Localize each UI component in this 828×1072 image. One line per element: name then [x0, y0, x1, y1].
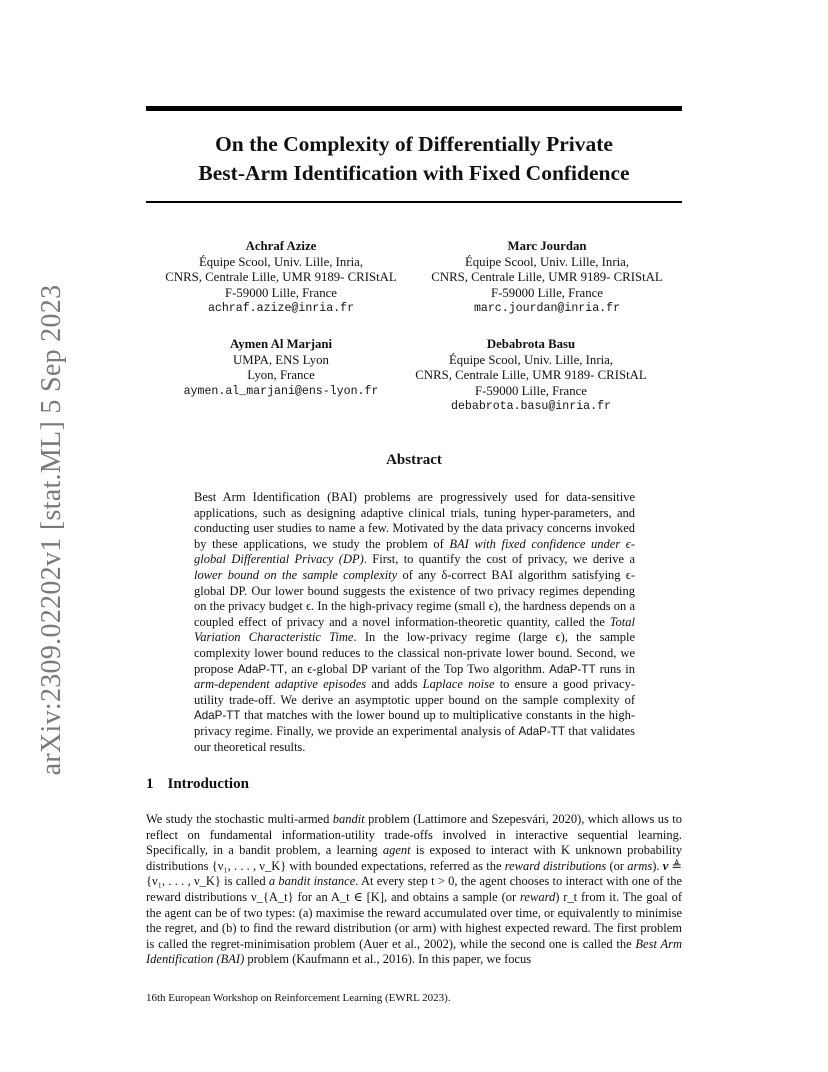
author-name: Achraf Azize [245, 239, 317, 253]
section-number: 1 [146, 776, 154, 792]
algorithm-name: AdaP-TT [518, 724, 565, 738]
intro-span: is exposed to interact with K unknown probability distributions {ν₁, . . . , ν_K} with bounded expectations, referred as the [146, 843, 682, 873]
author-block [412, 239, 682, 317]
author-name: Debabrota Basu [486, 337, 576, 351]
author-affiliation: CNRS, Centrale Lille, UMR 9189- CRIStAL [165, 270, 397, 284]
author-block [146, 239, 416, 317]
section-heading-introduction [146, 776, 249, 793]
intro-emphasis: reward distributions [504, 858, 607, 873]
abstract-heading: Abstract [386, 452, 442, 468]
abstract-span: that matches with the lower bound up to multiplicative constants in the high-privacy regime. Finally, we provide an experimental analysis of [194, 708, 635, 738]
author-affiliation: Lyon, France [247, 368, 315, 382]
algorithm-name: AdaP-TT [194, 709, 241, 723]
intro-span: . At every step t > 0, the agent chooses to interact with one of the reward distributions ν_{A_t} for an A_t ∈ [K], and obtains a sample (or [146, 874, 683, 904]
intro-span: problem (Kaufmann et al., 2016). In this paper, we focus [244, 952, 532, 967]
intro-emphasis: arms [627, 858, 653, 873]
algorithm-name: AdaP-TT [549, 662, 596, 676]
intro-span: problem (Lattimore and Szepesvári, 2020), which allows us to reflect on fundamental information-utility trade-offs involved in interactive sequential learning. Specifically, in a bandit problem, a learning [146, 812, 682, 858]
abstract-emphasis: Total Variation Characteristic Time [194, 614, 635, 645]
footer-venue: 16th European Workshop on Reinforcement Learning (EWRL 2023). [146, 992, 451, 1004]
abstract-emphasis: BAI with fixed confidence under ϵ-global Differential Privacy (DP) [194, 536, 635, 567]
intro-span: We study the stochastic multi-armed [146, 812, 333, 826]
intro-span: (or [606, 858, 628, 873]
abstract-span: . First, to quantify the cost of privacy, we derive a [363, 552, 635, 567]
intro-emphasis: Best Arm Identification (BAI) [146, 936, 682, 967]
introduction-paragraph [146, 812, 682, 968]
abstract-span: of any δ-correct BAI algorithm satisfying ϵ-global DP. Our lower bound suggests the existence of two privacy regimes depending on the privacy budget ϵ. In the high-privacy regime (small ϵ), the hardness depends on a coupled effect of privacy and a novel information-theoretic quantity, called the [194, 567, 636, 629]
title-line-2: Best-Arm Identification with Fixed Confidence [198, 161, 630, 185]
author-email: debabrota.basu@inria.fr [450, 400, 612, 413]
intro-emphasis: agent [382, 843, 411, 858]
abstract-emphasis: lower bound on the sample complexity [194, 567, 398, 582]
abstract-span: and adds [366, 677, 423, 692]
author-affiliation: CNRS, Centrale Lille, UMR 9189- CRIStAL [431, 270, 663, 284]
intro-bold-symbol: ν [662, 858, 669, 873]
algorithm-name: AdaP-TT [237, 662, 285, 676]
title-rule-bottom [146, 201, 682, 203]
intro-emphasis: reward [520, 889, 556, 904]
author-name: Aymen Al Marjani [229, 337, 333, 351]
author-email: marc.jourdan@inria.fr [473, 302, 621, 315]
intro-span: ) r_t from it. The goal of the agent can be of two types: (a) maximise the reward accumulated over time, or equivalently to minimise the regret, and (b) to find the reward distribution (or arm) with highest expected reward. The first problem is called the regret-minimisation problem (Auer et al., 2002), while the second one is called the [146, 889, 682, 951]
intro-span: ≜ {ν₁, . . . , ν_K} is called [146, 858, 682, 889]
author-block [146, 337, 416, 399]
intro-emphasis: a bandit instance [268, 874, 356, 889]
section-title: Introduction [167, 776, 249, 792]
author-email: achraf.azize@inria.fr [207, 302, 355, 315]
paper-title [146, 130, 682, 188]
author-affiliation: UMPA, ENS Lyon [233, 352, 329, 367]
arxiv-stamp: arXiv:2309.02202v1 [stat.ML] 5 Sep 2023 [36, 284, 67, 776]
abstract-span: to ensure a good privacy-utility trade-off. We derive an asymptotic upper bound on the sample complexity of [194, 677, 635, 707]
author-name: Marc Jourdan [507, 239, 587, 253]
author-affiliation: CNRS, Centrale Lille, UMR 9189- CRIStAL [415, 368, 647, 382]
title-rule-top [146, 106, 682, 111]
abstract-span: . In the low-privacy regime (large ϵ), the sample complexity lower bound reduces to the classical non-private lower bound. Second, we propose [194, 630, 635, 676]
abstract-span: that validates our theoretical results. [194, 723, 636, 754]
abstract-span: runs in [595, 661, 636, 676]
author-affiliation: Équipe Scool, Univ. Lille, Inria, [464, 254, 630, 269]
author-affiliation: Équipe Scool, Univ. Lille, Inria, [198, 254, 364, 269]
author-affiliation: F-59000 Lille, France [225, 285, 337, 300]
abstract-span: Best Arm Identification (BAI) problems are progressively used for data-sensitive applications, such as designing adaptive clinical trials, tuning hyper-parameters, and conducting user studies to name a few. Motivated by the data privacy concerns invoked by these applications, we study the problem of [194, 490, 635, 551]
author-affiliation: F-59000 Lille, France [475, 383, 587, 398]
abstract-text [194, 490, 635, 755]
author-email: aymen.al_marjani@ens-lyon.fr [183, 384, 379, 398]
author-block [396, 337, 666, 415]
author-affiliation: Équipe Scool, Univ. Lille, Inria, [448, 352, 614, 367]
title-line-1: On the Complexity of Differentially Private [215, 132, 613, 156]
abstract-span: , an ϵ-global DP variant of the Top Two algorithm. [284, 661, 550, 676]
intro-span: ). [652, 858, 663, 873]
author-affiliation: F-59000 Lille, France [491, 285, 603, 300]
abstract-emphasis: arm-dependent adaptive episodes [194, 677, 367, 692]
intro-emphasis: bandit [332, 812, 365, 826]
abstract-emphasis: Laplace noise [422, 677, 495, 692]
